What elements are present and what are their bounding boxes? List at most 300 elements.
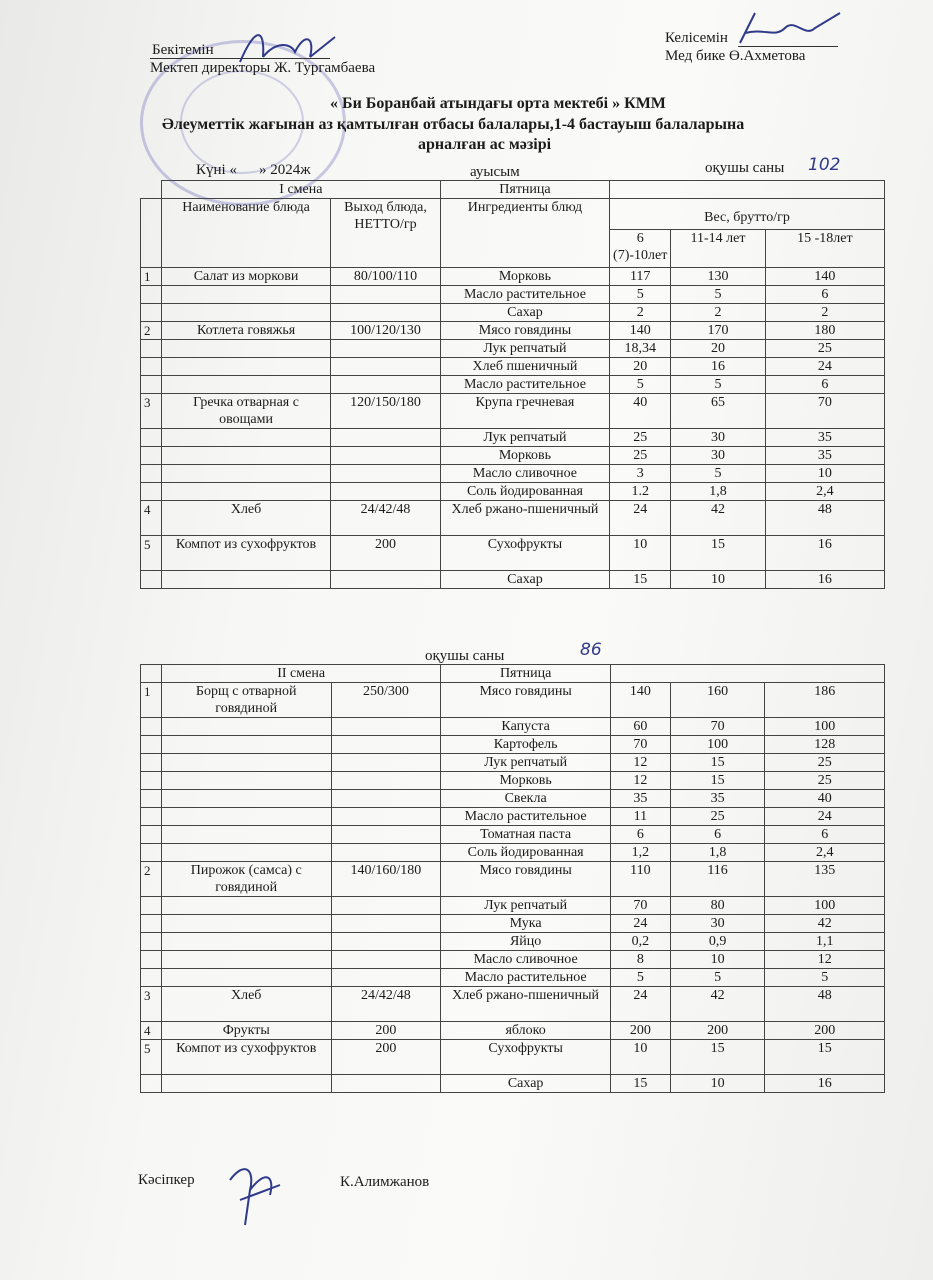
weight-age-6-10: 10	[610, 1040, 670, 1075]
weight-age-15-18: 16	[765, 1075, 885, 1093]
ingredient: Масло сливочное	[440, 465, 609, 483]
row-number	[141, 933, 162, 951]
table-row	[141, 915, 885, 933]
weight-age-11-14: 1,8	[671, 483, 765, 501]
row-number	[141, 429, 162, 447]
dish-name: Хлеб	[161, 501, 330, 536]
dish-output	[331, 304, 441, 322]
ingredient: Масло сливочное	[441, 951, 611, 969]
dish-name	[161, 286, 330, 304]
dish-output	[331, 465, 441, 483]
weight-age-6-10: 25	[610, 429, 671, 447]
weight-age-11-14: 10	[670, 951, 765, 969]
weight-age-11-14: 42	[670, 987, 765, 1022]
weight-age-11-14: 65	[671, 394, 765, 429]
dish-name: Компот из сухофруктов	[161, 1040, 331, 1075]
weight-age-6-10: 1,2	[610, 844, 670, 862]
weight-age-15-18: 128	[765, 736, 885, 754]
weight-age-6-10: 24	[610, 987, 670, 1022]
row-number	[141, 772, 162, 790]
row-number: 4	[141, 1022, 162, 1040]
ingredient: яблоко	[441, 1022, 611, 1040]
weight-age-11-14: 1,8	[670, 844, 765, 862]
weight-age-6-10: 140	[610, 322, 671, 340]
row-number	[141, 826, 162, 844]
dish-output	[331, 844, 441, 862]
dish-name: Пирожок (самса) с говядиной	[161, 862, 331, 897]
weight-age-6-10: 200	[610, 1022, 670, 1040]
weight-age-11-14: 42	[671, 501, 765, 536]
dish-output	[331, 808, 441, 826]
approve-label: Бекітемін	[152, 42, 214, 58]
entrepreneur-signature	[220, 1160, 290, 1230]
table-row	[141, 683, 885, 718]
ingredient: Свекла	[441, 790, 611, 808]
dish-output	[331, 340, 441, 358]
weight-age-6-10: 2	[610, 304, 671, 322]
weight-age-15-18: 6	[765, 286, 884, 304]
dish-output: 80/100/110	[331, 268, 441, 286]
weight-age-15-18: 6	[765, 376, 884, 394]
dish-name	[161, 790, 331, 808]
dish-output	[331, 790, 441, 808]
row-number	[141, 483, 162, 501]
ingredient: Сахар	[440, 571, 609, 589]
weight-age-11-14: 0,9	[670, 933, 765, 951]
ingredient: Мясо говядины	[441, 862, 611, 897]
ingredient: Картофель	[441, 736, 611, 754]
weight-age-15-18: 10	[765, 465, 884, 483]
ingredient: Лук репчатый	[440, 340, 609, 358]
weight-age-15-18: 48	[765, 501, 884, 536]
students-count-label: оқушы саны	[705, 160, 785, 176]
weight-age-6-10: 117	[610, 268, 671, 286]
shift2-students-label: оқушы саны	[425, 648, 505, 664]
table-row	[141, 718, 885, 736]
ingredient: Хлеб ржано-пшеничный	[441, 987, 611, 1022]
weight-age-15-18: 140	[765, 268, 884, 286]
weight-age-6-10: 40	[610, 394, 671, 429]
shift1-rows	[141, 268, 885, 589]
weight-age-11-14: 5	[670, 969, 765, 987]
dish-output: 120/150/180	[331, 394, 441, 429]
row-number: 1	[141, 268, 162, 286]
table-row	[141, 322, 885, 340]
dish-output: 200	[331, 1040, 441, 1075]
weight-age-15-18: 24	[765, 808, 885, 826]
weight-age-15-18: 25	[765, 754, 885, 772]
dish-name: Борщ с отварной говядиной	[161, 683, 331, 718]
dish-name	[161, 844, 331, 862]
weight-age-6-10: 1.2	[610, 483, 671, 501]
weight-age-6-10: 70	[610, 897, 670, 915]
table-row	[141, 754, 885, 772]
dish-output	[331, 376, 441, 394]
weight-age-6-10: 24	[610, 915, 670, 933]
weight-age-15-18: 1,1	[765, 933, 885, 951]
weight-age-6-10: 140	[610, 683, 670, 718]
weight-age-6-10: 25	[610, 447, 671, 465]
weight-age-11-14: 30	[671, 447, 765, 465]
dish-name: Фрукты	[161, 1022, 331, 1040]
entrepreneur-name: К.Алимжанов	[340, 1174, 430, 1190]
row-number	[141, 465, 162, 483]
table-row	[141, 951, 885, 969]
weight-age-15-18: 25	[765, 340, 884, 358]
dish-name	[161, 969, 331, 987]
table-row	[141, 987, 885, 1022]
table-row	[141, 340, 885, 358]
row-number	[141, 358, 162, 376]
dish-output	[331, 718, 441, 736]
dish-name: Компот из сухофруктов	[161, 536, 330, 571]
weight-age-11-14: 15	[670, 754, 765, 772]
weight-age-6-10: 6	[610, 826, 670, 844]
ingredient: Сахар	[440, 304, 609, 322]
row-number: 3	[141, 394, 162, 429]
weight-age-6-10: 5	[610, 376, 671, 394]
table-row	[141, 862, 885, 897]
row-number	[141, 808, 162, 826]
dish-name	[161, 826, 331, 844]
row-number	[141, 1075, 162, 1093]
table-row	[141, 826, 885, 844]
table-row	[141, 844, 885, 862]
weight-age-6-10: 35	[610, 790, 670, 808]
director-name: Мектеп директоры Ж. Тургамбаева	[150, 60, 376, 76]
ingredient: Лук репчатый	[440, 429, 609, 447]
dish-output	[331, 358, 441, 376]
weight-age-15-18: 6	[765, 826, 885, 844]
table-row	[141, 772, 885, 790]
ingredient: Морковь	[440, 268, 609, 286]
ingredient: Капуста	[441, 718, 611, 736]
dish-name	[161, 376, 330, 394]
row-number	[141, 915, 162, 933]
row-number	[141, 286, 162, 304]
weight-age-6-10: 18,34	[610, 340, 671, 358]
weight-age-15-18: 100	[765, 718, 885, 736]
dish-output: 24/42/48	[331, 501, 441, 536]
row-number	[141, 969, 162, 987]
dish-name	[161, 915, 331, 933]
row-number: 1	[141, 683, 162, 718]
shift1-label: I смена	[161, 181, 440, 199]
shift2-day: Пятница	[441, 665, 611, 683]
dish-output	[331, 571, 441, 589]
table-row	[141, 536, 885, 571]
weight-age-6-10: 60	[610, 718, 670, 736]
ingredient: Сухофрукты	[440, 536, 609, 571]
table-row	[141, 1022, 885, 1040]
table-row	[141, 447, 885, 465]
shift2-rows	[141, 683, 885, 1093]
row-number	[141, 790, 162, 808]
weight-age-11-14: 6	[670, 826, 765, 844]
students-count-value: 102	[808, 155, 841, 175]
dish-output	[331, 933, 441, 951]
dish-output	[331, 483, 441, 501]
dish-name: Хлеб	[161, 987, 331, 1022]
ingredient: Морковь	[440, 447, 609, 465]
weight-age-15-18: 12	[765, 951, 885, 969]
weight-age-6-10: 0,2	[610, 933, 670, 951]
weight-age-11-14: 35	[670, 790, 765, 808]
dish-output	[331, 951, 441, 969]
dish-name	[161, 483, 330, 501]
weight-age-15-18: 48	[765, 987, 885, 1022]
weight-age-15-18: 24	[765, 358, 884, 376]
dish-name	[161, 358, 330, 376]
weight-age-11-14: 10	[670, 1075, 765, 1093]
dish-name	[161, 754, 331, 772]
table-header-shift	[141, 181, 885, 199]
menu-table-shift2	[140, 664, 885, 1093]
table-row	[141, 483, 885, 501]
weight-age-6-10: 12	[610, 754, 670, 772]
weight-age-11-14: 70	[670, 718, 765, 736]
dish-name	[161, 447, 330, 465]
weight-age-6-10: 20	[610, 358, 671, 376]
weight-age-15-18: 35	[765, 429, 884, 447]
ingredient: Соль йодированная	[440, 483, 609, 501]
school-name: « Би Боранбай атындағы орта мектебі » КММ	[330, 95, 666, 112]
dish-output	[331, 969, 441, 987]
weight-age-11-14: 20	[671, 340, 765, 358]
weight-age-15-18: 16	[765, 571, 884, 589]
dish-name	[161, 951, 331, 969]
table-row	[141, 429, 885, 447]
weight-age-15-18: 70	[765, 394, 884, 429]
weight-age-15-18: 180	[765, 322, 884, 340]
table-row	[141, 304, 885, 322]
shift2-students-value: 86	[580, 640, 602, 660]
ingredient: Крупа гречневая	[440, 394, 609, 429]
ingredient: Хлеб ржано-пшеничный	[440, 501, 609, 536]
table-header-columns	[141, 199, 885, 230]
table-row	[141, 808, 885, 826]
column-dish-name: Наименование блюда	[161, 199, 330, 268]
table-row	[141, 571, 885, 589]
table-row	[141, 933, 885, 951]
ingredient: Мясо говядины	[440, 322, 609, 340]
shift2-label: II смена	[161, 665, 440, 683]
dish-output	[331, 429, 441, 447]
ingredient: Хлеб пшеничный	[440, 358, 609, 376]
dish-name	[161, 772, 331, 790]
weight-age-6-10: 3	[610, 465, 671, 483]
menu-title-line1: Әлеуметтік жағынан аз қамтылған отбасы балалары,1-4 бастауыш балаларына	[162, 116, 745, 133]
shift-label: ауысым	[470, 164, 520, 180]
ingredient: Соль йодированная	[441, 844, 611, 862]
menu-title-line2: арналған ас мәзірі	[418, 136, 552, 153]
weight-age-11-14: 30	[670, 915, 765, 933]
row-number	[141, 376, 162, 394]
weight-age-11-14: 160	[670, 683, 765, 718]
row-number	[141, 718, 162, 736]
nurse-signature	[735, 8, 845, 48]
weight-age-11-14: 116	[670, 862, 765, 897]
ingredient: Томатная паста	[441, 826, 611, 844]
weight-age-15-18: 2,4	[765, 483, 884, 501]
table-row	[141, 268, 885, 286]
date-field	[196, 162, 311, 179]
ingredient: Мясо говядины	[441, 683, 611, 718]
table-row	[141, 790, 885, 808]
dish-name: Гречка отварная с овощами	[161, 394, 330, 429]
row-number	[141, 571, 162, 589]
dish-output	[331, 826, 441, 844]
weight-age-11-14: 30	[671, 429, 765, 447]
weight-age-11-14: 15	[670, 1040, 765, 1075]
dish-output	[331, 286, 441, 304]
table-row	[141, 394, 885, 429]
date-label: Күні «	[196, 162, 237, 178]
dish-output: 100/120/130	[331, 322, 441, 340]
row-number	[141, 844, 162, 862]
row-number: 3	[141, 987, 162, 1022]
dish-output	[331, 772, 441, 790]
weight-age-15-18: 200	[765, 1022, 885, 1040]
weight-age-15-18: 15	[765, 1040, 885, 1075]
ingredient: Мука	[441, 915, 611, 933]
weight-age-6-10: 24	[610, 501, 671, 536]
weight-age-6-10: 5	[610, 969, 670, 987]
table-row	[141, 465, 885, 483]
weight-age-15-18: 2	[765, 304, 884, 322]
dish-name	[161, 340, 330, 358]
weight-age-11-14: 80	[670, 897, 765, 915]
dish-name: Салат из моркови	[161, 268, 330, 286]
weight-age-11-14: 200	[670, 1022, 765, 1040]
dish-name	[161, 465, 330, 483]
weight-age-6-10: 110	[610, 862, 670, 897]
row-number	[141, 951, 162, 969]
weight-age-11-14: 170	[671, 322, 765, 340]
weight-age-6-10: 70	[610, 736, 670, 754]
date-rest: » 2024ж	[258, 162, 311, 178]
column-output: Выход блюда, НЕТТО/гр	[331, 199, 441, 268]
dish-output: 24/42/48	[331, 987, 441, 1022]
weight-age-6-10: 5	[610, 286, 671, 304]
weight-age-15-18: 35	[765, 447, 884, 465]
weight-age-11-14: 5	[671, 376, 765, 394]
entrepreneur-label: Кәсіпкер	[138, 1172, 195, 1188]
dish-output: 250/300	[331, 683, 441, 718]
dish-name	[161, 571, 330, 589]
weight-age-11-14: 2	[671, 304, 765, 322]
column-age-11-14: 11-14 лет	[671, 229, 765, 267]
table-row	[141, 969, 885, 987]
row-number: 5	[141, 536, 162, 571]
weight-age-11-14: 10	[671, 571, 765, 589]
column-ingredients: Ингредиенты блюд	[440, 199, 609, 268]
row-number	[141, 340, 162, 358]
ingredient: Лук репчатый	[441, 897, 611, 915]
ingredient: Масло растительное	[440, 286, 609, 304]
weight-age-15-18: 16	[765, 536, 884, 571]
weight-age-6-10: 15	[610, 571, 671, 589]
row-number: 4	[141, 501, 162, 536]
weight-age-11-14: 16	[671, 358, 765, 376]
dish-name	[161, 1075, 331, 1093]
table-row	[141, 358, 885, 376]
ingredient: Масло растительное	[440, 376, 609, 394]
row-number	[141, 736, 162, 754]
row-number: 5	[141, 1040, 162, 1075]
ingredient: Сахар	[441, 1075, 611, 1093]
weight-age-11-14: 100	[670, 736, 765, 754]
dish-name	[161, 897, 331, 915]
ingredient: Яйцо	[441, 933, 611, 951]
dish-output	[331, 736, 441, 754]
row-number	[141, 447, 162, 465]
dish-output	[331, 915, 441, 933]
weight-age-15-18: 2,4	[765, 844, 885, 862]
ingredient: Масло растительное	[441, 969, 611, 987]
dish-output	[331, 447, 441, 465]
ingredient: Лук репчатый	[441, 754, 611, 772]
dish-name	[161, 718, 331, 736]
dish-name	[161, 429, 330, 447]
weight-age-6-10: 8	[610, 951, 670, 969]
weight-age-6-10: 10	[610, 536, 671, 571]
weight-age-15-18: 186	[765, 683, 885, 718]
dish-name	[161, 304, 330, 322]
column-age-15-18: 15 -18лет	[765, 229, 884, 267]
agree-label: Келісемін	[665, 30, 728, 46]
nurse-name: Мед бике Ө.Ахметова	[665, 48, 806, 64]
row-number: 2	[141, 322, 162, 340]
weight-age-6-10: 11	[610, 808, 670, 826]
row-number	[141, 897, 162, 915]
table-row	[141, 1040, 885, 1075]
row-number	[141, 304, 162, 322]
table-row	[141, 286, 885, 304]
ingredient: Морковь	[441, 772, 611, 790]
column-age-6-10: 6 (7)-10лет	[610, 229, 671, 267]
weight-age-15-18: 5	[765, 969, 885, 987]
table-row	[141, 1075, 885, 1093]
dish-output: 200	[331, 1022, 441, 1040]
weight-age-15-18: 42	[765, 915, 885, 933]
dish-output: 200	[331, 536, 441, 571]
dish-output	[331, 754, 441, 772]
table-row	[141, 736, 885, 754]
dish-name: Котлета говяжья	[161, 322, 330, 340]
weight-age-11-14: 5	[671, 465, 765, 483]
dish-name	[161, 736, 331, 754]
dish-name	[161, 808, 331, 826]
table-row	[141, 897, 885, 915]
weight-age-11-14: 5	[671, 286, 765, 304]
table-row	[141, 501, 885, 536]
weight-age-11-14: 15	[671, 536, 765, 571]
weight-age-11-14: 25	[670, 808, 765, 826]
dish-output: 140/160/180	[331, 862, 441, 897]
menu-table-shift1	[140, 180, 885, 589]
row-number	[141, 754, 162, 772]
weight-age-15-18: 25	[765, 772, 885, 790]
shift1-day: Пятница	[440, 181, 609, 199]
ingredient: Сухофрукты	[441, 1040, 611, 1075]
table-row	[141, 376, 885, 394]
column-weight: Вес, брутто/гр	[610, 199, 885, 230]
dish-name	[161, 933, 331, 951]
weight-age-15-18: 100	[765, 897, 885, 915]
ingredient: Масло растительное	[441, 808, 611, 826]
dish-output	[331, 1075, 441, 1093]
